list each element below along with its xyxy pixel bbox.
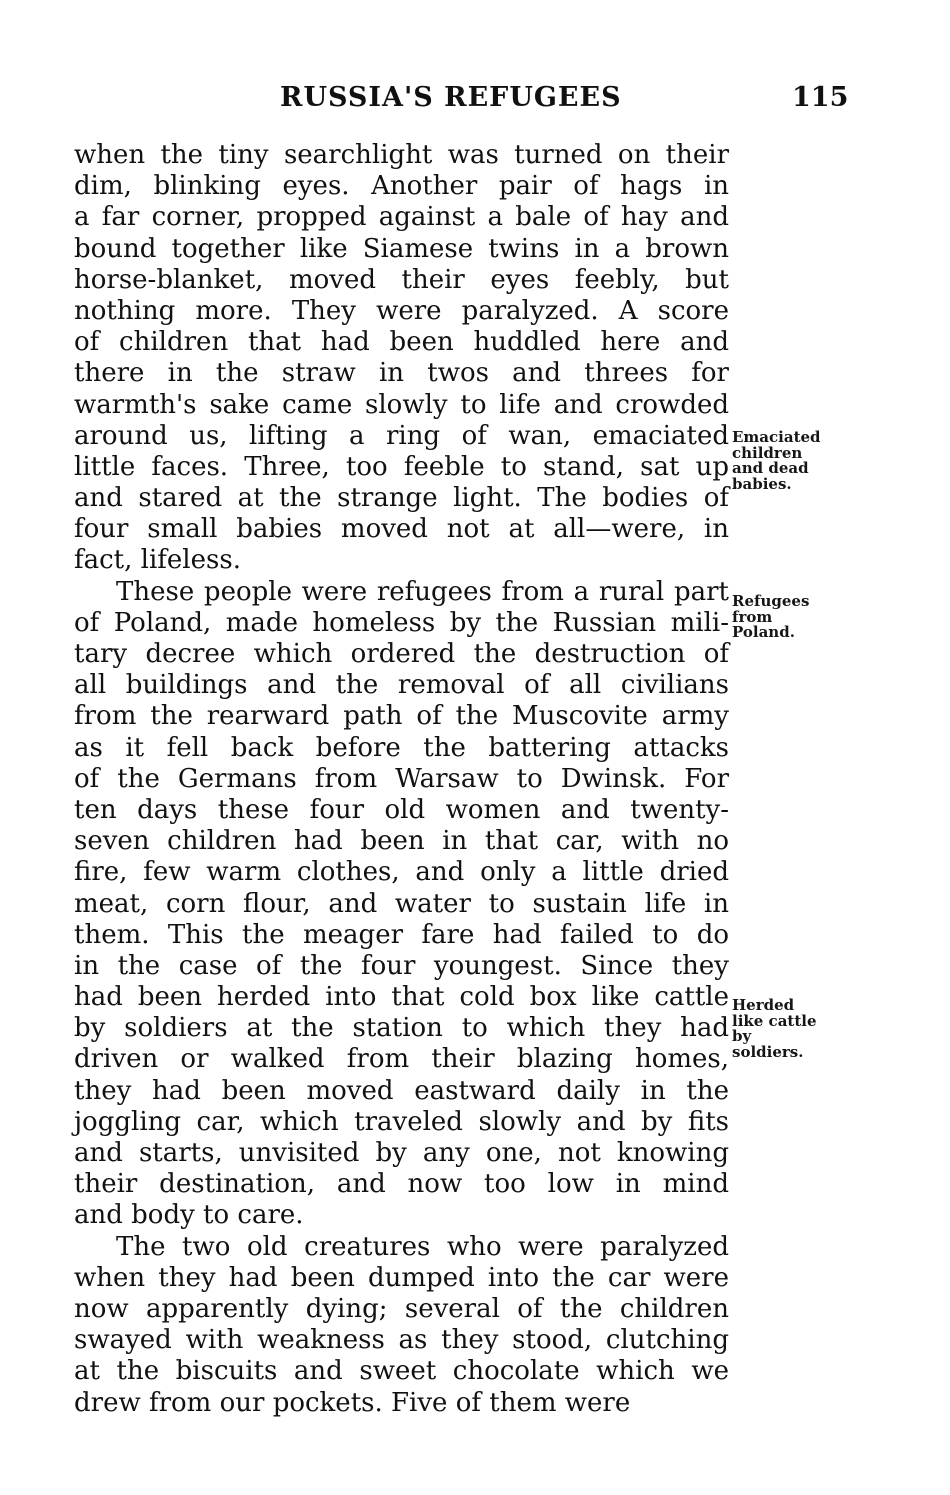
text-line: seven children had been in that car, with no — [74, 826, 729, 857]
text-line: by soldiers at the station to which they had — [74, 1013, 729, 1044]
side-note-line: from — [732, 607, 773, 626]
text-line: when they had been dumped into the car were — [74, 1262, 729, 1293]
text-line: them. This the meager fare had failed to do — [74, 919, 729, 950]
text-line: had been herded into that cold box like cattle — [74, 982, 729, 1013]
side-note-line: soldiers. — [732, 1042, 804, 1061]
side-note-line: Herded — [732, 996, 795, 1014]
text-line: and body to care. — [74, 1200, 304, 1231]
text-line: warmth's sake came slowly to life and crowded — [74, 389, 729, 420]
text-line: they had been moved eastward daily in the — [74, 1075, 729, 1106]
text-line: at the biscuits and sweet chocolate which we — [74, 1356, 729, 1387]
running-header-title: RUSSIA'S REFUGEES — [280, 82, 622, 113]
text-line: The two old creatures who were paralyzed — [116, 1231, 729, 1262]
side-note-line: Poland. — [732, 623, 795, 641]
body-text — [74, 140, 729, 1419]
text-line: dim, blinking eyes. Another pair of hags in — [74, 171, 729, 202]
text-line: bound together like Siamese twins in a brown — [74, 233, 729, 264]
text-line: fire, few warm clothes, and only a little dried — [74, 857, 729, 888]
text-line: when the tiny searchlight was turned on their — [74, 140, 729, 170]
text-line: little faces. Three, too feeble to stand, sat up — [74, 451, 729, 482]
text-line: of the Germans from Warsaw to Dwinsk. For — [74, 763, 729, 794]
text-line: and starts, unvisited by any one, not knowing — [74, 1138, 729, 1168]
text-line: nothing more. They were paralyzed. A score — [74, 295, 729, 326]
text-line: joggling car, which traveled slowly and by fits — [74, 1106, 729, 1137]
text-line: and stared at the strange light. The bodies of — [74, 483, 729, 514]
side-note-line: babies. — [732, 474, 792, 493]
text-line: as it fell back before the battering attacks — [74, 732, 729, 763]
paragraph — [74, 140, 729, 577]
text-line: ten days these four old women and twenty- — [74, 794, 729, 825]
side-note-line: and dead — [732, 459, 809, 477]
text-line: from the rearward path of the Muscovite army — [74, 701, 729, 732]
text-line: around us, lifting a ring of wan, emaciated — [74, 420, 729, 451]
text-line: in the case of the four youngest. Since they — [74, 950, 729, 981]
side-note-emaciated-children — [732, 430, 842, 492]
paragraph — [74, 1232, 729, 1419]
side-note-line: Refugees — [732, 592, 810, 610]
paragraph — [74, 577, 729, 1232]
side-note-line: by — [732, 1027, 752, 1045]
text-line: tary decree which ordered the destruction of — [74, 639, 729, 669]
text-line: of Poland, made homeless by the Russian mili- — [74, 607, 729, 638]
text-line: These people were refugees from a rural part — [116, 576, 729, 607]
text-line: a far corner, propped against a bale of hay and — [74, 202, 729, 233]
text-line: driven or walked from their blazing homes, — [74, 1044, 729, 1075]
text-line: meat, corn flour, and water to sustain life in — [74, 888, 729, 919]
side-note-refugees-from-poland — [732, 594, 842, 641]
side-note-line: Emaciated — [732, 428, 821, 446]
side-note-line: like cattle — [732, 1011, 817, 1030]
text-line: fact, lifeless. — [74, 545, 241, 576]
text-line: their destination, and now too low in mind — [74, 1169, 729, 1200]
side-note-herded-like-cattle — [732, 998, 842, 1060]
text-line: all buildings and the removal of all civilians — [74, 670, 729, 701]
text-line: horse-blanket, moved their eyes feebly, but — [74, 264, 729, 295]
text-line: of children that had been huddled here and — [74, 327, 729, 358]
text-line: drew from our pockets. Five of them were — [74, 1387, 631, 1418]
text-line: swayed with weakness as they stood, clutching — [74, 1325, 729, 1356]
text-line: now apparently dying; several of the children — [74, 1293, 729, 1324]
text-line: four small babies moved not at all—were, in — [74, 514, 729, 545]
text-line: there in the straw in twos and threes for — [74, 358, 729, 389]
page-number: 115 — [792, 82, 849, 113]
side-note-line: children — [732, 443, 803, 462]
